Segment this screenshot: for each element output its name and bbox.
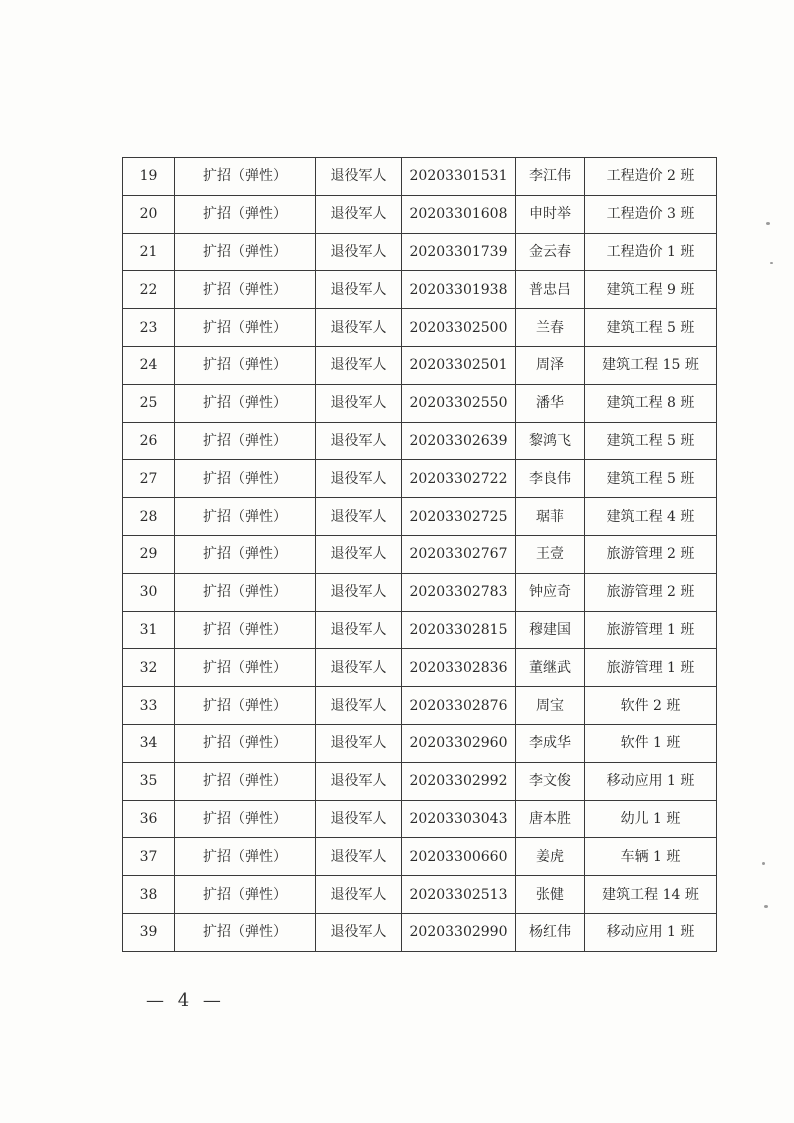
class-name: 建筑工程 9 班 (585, 271, 717, 309)
class-name: 建筑工程 5 班 (585, 460, 717, 498)
row-number: 30 (123, 573, 175, 611)
table-row (123, 346, 717, 384)
student-category: 退役军人 (316, 460, 402, 498)
student-name: 张健 (516, 876, 585, 914)
class-name: 工程造价 2 班 (585, 158, 717, 196)
student-roster-table (122, 157, 717, 952)
student-category: 退役军人 (316, 649, 402, 687)
table-row (123, 384, 717, 422)
student-id: 20203302725 (402, 498, 516, 536)
student-id: 20203301938 (402, 271, 516, 309)
student-id: 20203302992 (402, 762, 516, 800)
enrollment-type: 扩招（弹性） (175, 573, 316, 611)
student-category: 退役军人 (316, 346, 402, 384)
student-name: 潘华 (516, 384, 585, 422)
student-name: 钟应奇 (516, 573, 585, 611)
student-category: 退役军人 (316, 535, 402, 573)
table-row (123, 913, 717, 951)
class-name: 旅游管理 1 班 (585, 649, 717, 687)
row-number: 25 (123, 384, 175, 422)
row-number: 22 (123, 271, 175, 309)
row-number: 19 (123, 158, 175, 196)
table-row (123, 800, 717, 838)
enrollment-type: 扩招（弹性） (175, 687, 316, 725)
class-name: 旅游管理 2 班 (585, 573, 717, 611)
student-name: 周泽 (516, 346, 585, 384)
student-name: 姜虎 (516, 838, 585, 876)
row-number: 37 (123, 838, 175, 876)
row-number: 28 (123, 498, 175, 536)
student-name: 金云春 (516, 233, 585, 271)
class-name: 移动应用 1 班 (585, 762, 717, 800)
class-name: 建筑工程 8 班 (585, 384, 717, 422)
class-name: 幼儿 1 班 (585, 800, 717, 838)
student-id: 20203302513 (402, 876, 516, 914)
student-name: 李良伟 (516, 460, 585, 498)
scan-speck (766, 222, 770, 225)
class-name: 移动应用 1 班 (585, 913, 717, 951)
page-number: — 4 — (146, 990, 225, 1011)
student-name: 李成华 (516, 724, 585, 762)
student-id: 20203303043 (402, 800, 516, 838)
student-name: 穆建国 (516, 611, 585, 649)
enrollment-type: 扩招（弹性） (175, 535, 316, 573)
student-name: 杨红伟 (516, 913, 585, 951)
student-category: 退役军人 (316, 384, 402, 422)
student-category: 退役军人 (316, 573, 402, 611)
class-name: 软件 2 班 (585, 687, 717, 725)
class-name: 旅游管理 1 班 (585, 611, 717, 649)
table-row (123, 838, 717, 876)
student-id: 20203301531 (402, 158, 516, 196)
table-row (123, 158, 717, 196)
student-name: 王壹 (516, 535, 585, 573)
student-name: 唐本胜 (516, 800, 585, 838)
student-id: 20203302815 (402, 611, 516, 649)
row-number: 27 (123, 460, 175, 498)
student-category: 退役军人 (316, 195, 402, 233)
enrollment-type: 扩招（弹性） (175, 309, 316, 347)
enrollment-type: 扩招（弹性） (175, 611, 316, 649)
student-id: 20203302783 (402, 573, 516, 611)
enrollment-type: 扩招（弹性） (175, 233, 316, 271)
enrollment-type: 扩招（弹性） (175, 876, 316, 914)
student-id: 20203302500 (402, 309, 516, 347)
enrollment-type: 扩招（弹性） (175, 913, 316, 951)
table-row (123, 762, 717, 800)
enrollment-type: 扩招（弹性） (175, 271, 316, 309)
student-id: 20203300660 (402, 838, 516, 876)
student-category: 退役军人 (316, 687, 402, 725)
student-name: 李文俊 (516, 762, 585, 800)
enrollment-type: 扩招（弹性） (175, 346, 316, 384)
class-name: 建筑工程 4 班 (585, 498, 717, 536)
table-row (123, 233, 717, 271)
student-id: 20203302990 (402, 913, 516, 951)
student-id: 20203302722 (402, 460, 516, 498)
student-id: 20203302501 (402, 346, 516, 384)
student-category: 退役军人 (316, 158, 402, 196)
student-category: 退役军人 (316, 271, 402, 309)
row-number: 26 (123, 422, 175, 460)
student-name: 董继武 (516, 649, 585, 687)
enrollment-type: 扩招（弹性） (175, 460, 316, 498)
class-name: 工程造价 1 班 (585, 233, 717, 271)
student-category: 退役军人 (316, 611, 402, 649)
student-name: 申时举 (516, 195, 585, 233)
class-name: 建筑工程 5 班 (585, 309, 717, 347)
enrollment-type: 扩招（弹性） (175, 422, 316, 460)
table-row (123, 460, 717, 498)
class-name: 车辆 1 班 (585, 838, 717, 876)
scan-speck (762, 862, 765, 865)
class-name: 旅游管理 2 班 (585, 535, 717, 573)
table-row (123, 195, 717, 233)
student-id: 20203302876 (402, 687, 516, 725)
row-number: 35 (123, 762, 175, 800)
student-id: 20203302767 (402, 535, 516, 573)
scan-speck (764, 905, 768, 908)
row-number: 34 (123, 724, 175, 762)
table-row (123, 611, 717, 649)
class-name: 建筑工程 15 班 (585, 346, 717, 384)
enrollment-type: 扩招（弹性） (175, 158, 316, 196)
row-number: 38 (123, 876, 175, 914)
table-row (123, 535, 717, 573)
table-row (123, 271, 717, 309)
student-name: 黎鸿飞 (516, 422, 585, 460)
table-row (123, 498, 717, 536)
student-id: 20203302960 (402, 724, 516, 762)
table-row (123, 309, 717, 347)
enrollment-type: 扩招（弹性） (175, 838, 316, 876)
class-name: 建筑工程 5 班 (585, 422, 717, 460)
student-id: 20203302639 (402, 422, 516, 460)
scan-speck (770, 262, 773, 264)
row-number: 23 (123, 309, 175, 347)
row-number: 32 (123, 649, 175, 687)
row-number: 20 (123, 195, 175, 233)
row-number: 21 (123, 233, 175, 271)
table-row (123, 422, 717, 460)
student-id: 20203302836 (402, 649, 516, 687)
student-category: 退役军人 (316, 876, 402, 914)
enrollment-type: 扩招（弹性） (175, 762, 316, 800)
student-name: 普忠吕 (516, 271, 585, 309)
student-id: 20203301608 (402, 195, 516, 233)
student-name: 兰春 (516, 309, 585, 347)
enrollment-type: 扩招（弹性） (175, 649, 316, 687)
enrollment-type: 扩招（弹性） (175, 384, 316, 422)
student-name: 李江伟 (516, 158, 585, 196)
row-number: 31 (123, 611, 175, 649)
table-row (123, 649, 717, 687)
row-number: 24 (123, 346, 175, 384)
student-category: 退役军人 (316, 800, 402, 838)
enrollment-type: 扩招（弹性） (175, 800, 316, 838)
student-id: 20203301739 (402, 233, 516, 271)
student-category: 退役军人 (316, 309, 402, 347)
class-name: 工程造价 3 班 (585, 195, 717, 233)
student-category: 退役军人 (316, 724, 402, 762)
row-number: 33 (123, 687, 175, 725)
student-category: 退役军人 (316, 762, 402, 800)
class-name: 软件 1 班 (585, 724, 717, 762)
student-category: 退役军人 (316, 913, 402, 951)
enrollment-type: 扩招（弹性） (175, 498, 316, 536)
table-row (123, 687, 717, 725)
table-row (123, 573, 717, 611)
row-number: 36 (123, 800, 175, 838)
class-name: 建筑工程 14 班 (585, 876, 717, 914)
student-name: 周宝 (516, 687, 585, 725)
student-category: 退役军人 (316, 422, 402, 460)
row-number: 39 (123, 913, 175, 951)
enrollment-type: 扩招（弹性） (175, 724, 316, 762)
row-number: 29 (123, 535, 175, 573)
student-category: 退役军人 (316, 233, 402, 271)
table-row (123, 724, 717, 762)
student-name: 琚菲 (516, 498, 585, 536)
student-category: 退役军人 (316, 838, 402, 876)
roster-body (123, 158, 717, 952)
enrollment-type: 扩招（弹性） (175, 195, 316, 233)
table-row (123, 876, 717, 914)
student-category: 退役军人 (316, 498, 402, 536)
student-id: 20203302550 (402, 384, 516, 422)
